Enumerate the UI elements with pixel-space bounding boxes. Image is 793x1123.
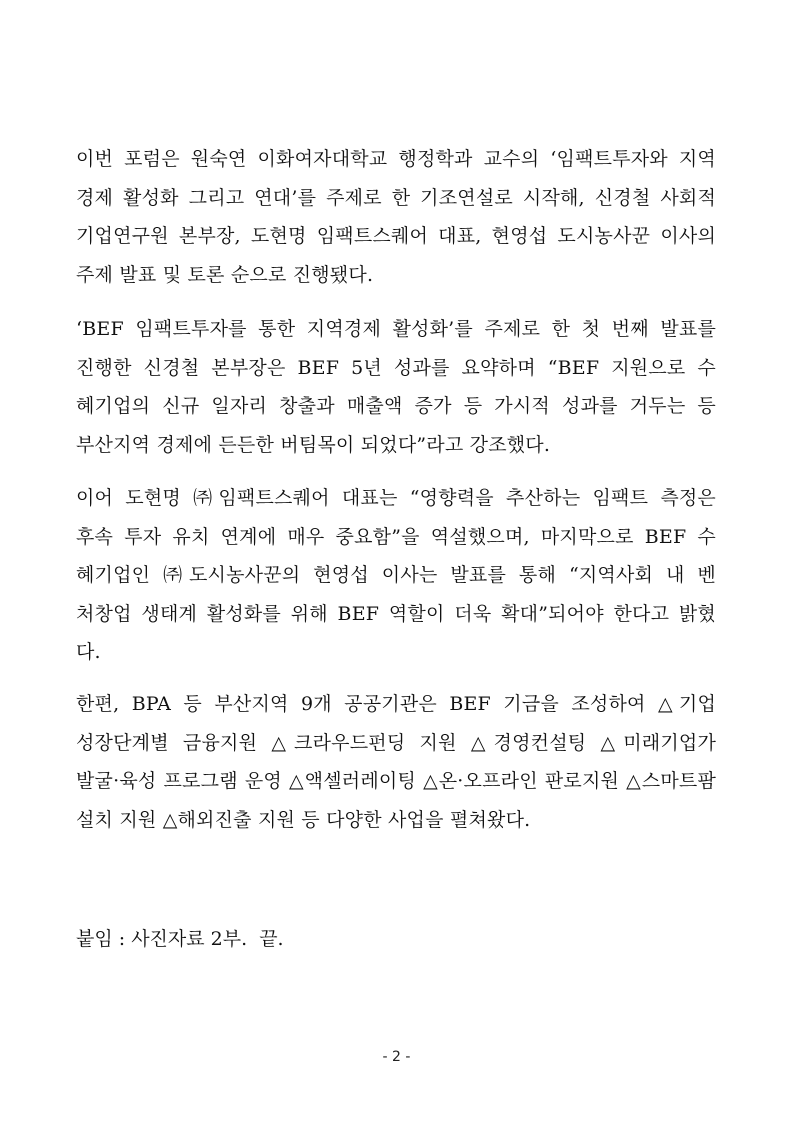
paragraph-line: 혜기업인 ㈜도시농사꾼의 현영섭 이사는 발표를 통해 “지역사회 내 벤	[76, 564, 716, 586]
paragraph-bef-programs	[76, 685, 716, 839]
paragraph-line: 성장단계별 금융지원 △크라우드펀딩 지원 △경영컨설팅 △미래기업가	[76, 731, 716, 754]
page-number: - 2 -	[382, 1049, 411, 1065]
paragraph-line: 부산지역 경제에 든든한 버팀목이 되었다”라고 강조했다.	[76, 433, 551, 456]
paragraph-line: 이어 도현명 ㈜임팩트스퀘어 대표는 “영향력을 추산하는 임팩트 측정은	[76, 487, 716, 509]
paragraph-line: 후속 투자 유치 연계에 매우 중요함”을 역설했으며, 마지막으로 BEF 수	[76, 525, 716, 548]
paragraph-line: 기업연구원 본부장, 도현명 임팩트스퀘어 대표, 현영섭 도시농사꾼 이사의	[76, 225, 716, 247]
paragraph-line: ‘BEF 임팩트투자를 통한 지역경제 활성화’를 주제로 한 첫 번째 발표를	[76, 318, 716, 340]
attachment-note: 붙임 : 사진자료 2부. 끝.	[76, 928, 284, 950]
paragraph-line: 진행한 신경철 본부장은 BEF 5년 성과를 요약하며 “BEF 지원으로 수	[76, 356, 716, 379]
paragraph-first-presentation	[76, 310, 716, 464]
paragraph-line: 다.	[76, 641, 101, 663]
paragraph-line: 발굴·육성 프로그램 운영 △액셀러레이팅 △온·오프라인 판로지원 △스마트팜	[76, 770, 716, 792]
paragraph-line: 경제 활성화 그리고 연대’를 주제로 한 기조연설로 시작해, 신경철 사회적	[76, 186, 716, 209]
paragraph-line: 처창업 생태계 활성화를 위해 BEF 역할이 더욱 확대”되어야 한다고 밝혔	[76, 602, 716, 625]
paragraph-further-presentations	[76, 479, 716, 672]
paragraph-forum-overview	[76, 140, 716, 294]
paragraph-line: 설치 지원 △해외진출 지원 등 다양한 사업을 펼쳐왔다.	[76, 808, 531, 831]
paragraph-line: 혜기업의 신규 일자리 창출과 매출액 증가 등 가시적 성과를 거두는 등	[76, 395, 716, 417]
paragraph-line: 이번 포럼은 원숙연 이화여자대학교 행정학과 교수의 ‘임팩트투자와 지역	[76, 148, 716, 170]
paragraph-line: 주제 발표 및 토론 순으로 진행됐다.	[76, 263, 374, 286]
paragraph-line: 한편, BPA 등 부산지역 9개 공공기관은 BEF 기금을 조성하여 △기업	[76, 693, 716, 715]
